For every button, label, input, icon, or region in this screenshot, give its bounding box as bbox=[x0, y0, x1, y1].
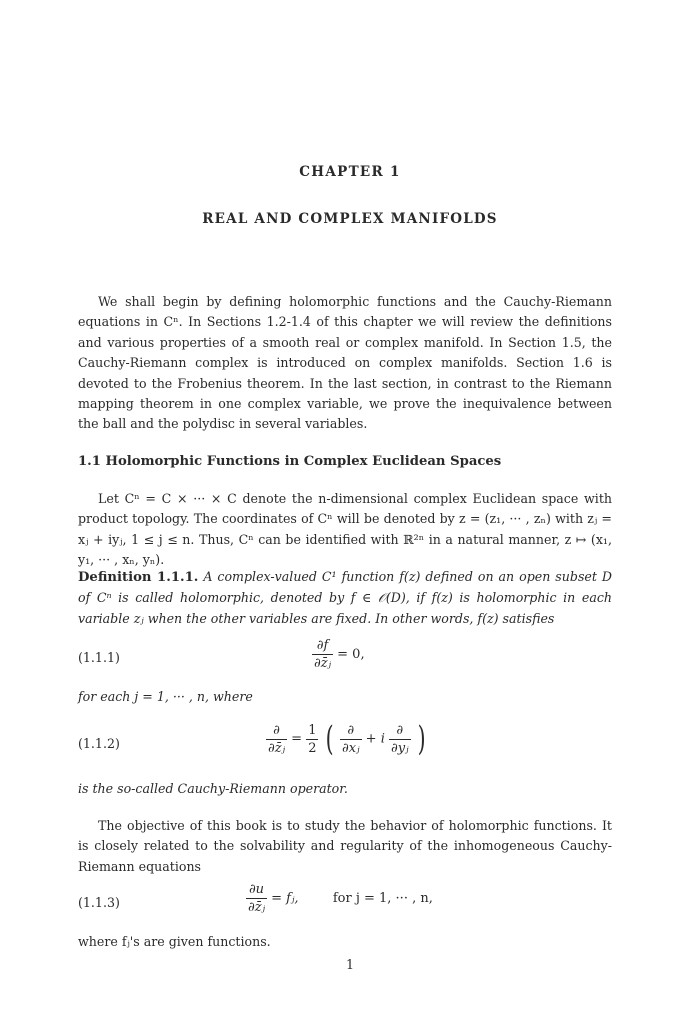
equation-number-2: (1.1.2) bbox=[78, 736, 120, 751]
eq2-term2 bbox=[389, 723, 411, 756]
for-each-line: for each j = 1, ··· , n, where bbox=[78, 689, 253, 704]
definition-block bbox=[78, 567, 612, 629]
eq2-lhs-numerator: ∂ bbox=[266, 723, 287, 740]
right-paren: ) bbox=[417, 719, 426, 759]
eq2-term2-denominator: ∂yⱼ bbox=[391, 740, 409, 756]
eq2-plus-i: + i bbox=[365, 731, 385, 747]
eq2-term1-denominator: ∂xⱼ bbox=[342, 740, 360, 756]
intro-paragraph: We shall begin by defining holomorphic functions and the Cauchy-Riemann equations in Cⁿ. In Sections 1.2-1.4 of this chapter we will review the definitions and various properties of a smooth real or complex manifold. In Section 1.5, the Cauchy-Riemann complex is introduced on complex manifolds. Section 1.6 is devoted to the Frobenius theorem. In the last section, in contrast to the Riemann mapping theorem in one complex variable, we prove the inequivalence between the ball and the polydisc in several variables. bbox=[78, 294, 612, 432]
equation-number-3: (1.1.3) bbox=[78, 895, 120, 910]
section-heading: 1.1 Holomorphic Functions in Complex Euclidean Spaces bbox=[78, 454, 502, 469]
equation-1 bbox=[312, 638, 365, 671]
cauchy-riemann-line: is the so-called Cauchy-Riemann operator. bbox=[78, 781, 348, 796]
eq2-lhs-denominator: ∂z̄ⱼ bbox=[268, 740, 286, 756]
chapter-title: REAL AND COMPLEX MANIFOLDS bbox=[202, 211, 498, 227]
eq3-condition: for j = 1, ··· , n, bbox=[332, 891, 433, 906]
eq1-numerator: ∂f bbox=[312, 638, 333, 655]
equation-3 bbox=[246, 882, 433, 915]
chapter-label: CHAPTER 1 bbox=[299, 164, 401, 180]
eq3-rhs: = fⱼ, bbox=[271, 891, 299, 906]
eq3-numerator: ∂u bbox=[246, 882, 267, 899]
eq2-term1 bbox=[340, 723, 362, 756]
definition-text: A complex-valued C¹ function f(z) defined on an open subset D of Cⁿ is called holomorphic, denoted by f ∈ 𝒪(D), if f(z) is holomorphic in each variable zⱼ when the other variables are fixed. In other words, f(z) satisfies bbox=[78, 569, 612, 626]
eq1-fraction bbox=[312, 638, 333, 671]
left-paren: ( bbox=[325, 719, 334, 759]
paragraph-coordinates: Let Cⁿ = C × ··· × C denote the n-dimensional complex Euclidean space with product topology. The coordinates of Cⁿ will be denoted by z = (z₁, ··· , zₙ) with zⱼ = xⱼ + iyⱼ, 1 ≤ j ≤ n. Thus, Cⁿ can be identified with ℝ²ⁿ in a natural manner, z ↦ (x₁, y₁, ··· , xₙ, yₙ). bbox=[78, 491, 612, 568]
eq2-half-denominator: 2 bbox=[308, 740, 317, 756]
equation-2 bbox=[266, 719, 428, 759]
eq3-fraction bbox=[246, 882, 267, 915]
definition-label: Definition 1.1.1. bbox=[78, 570, 199, 585]
eq2-half bbox=[306, 723, 318, 756]
final-line: where fⱼ's are given functions. bbox=[78, 934, 271, 949]
eq2-term1-numerator: ∂ bbox=[340, 723, 362, 740]
equation-number-1: (1.1.1) bbox=[78, 650, 120, 665]
eq1-denominator: ∂z̄ⱼ bbox=[314, 656, 332, 671]
eq1-rhs: = 0, bbox=[337, 647, 365, 662]
eq2-equals: = bbox=[291, 731, 303, 747]
eq2-term2-numerator: ∂ bbox=[389, 723, 411, 740]
eq3-denominator: ∂z̄ⱼ bbox=[248, 900, 266, 915]
page-number: 1 bbox=[345, 957, 354, 972]
eq2-half-numerator: 1 bbox=[308, 722, 317, 738]
eq2-lhs-fraction bbox=[266, 723, 287, 756]
paragraph-objective: The objective of this book is to study the behavior of holomorphic functions. It is closely related to the solvability and regularity of the inhomogeneous Cauchy-Riemann equations bbox=[78, 818, 612, 874]
